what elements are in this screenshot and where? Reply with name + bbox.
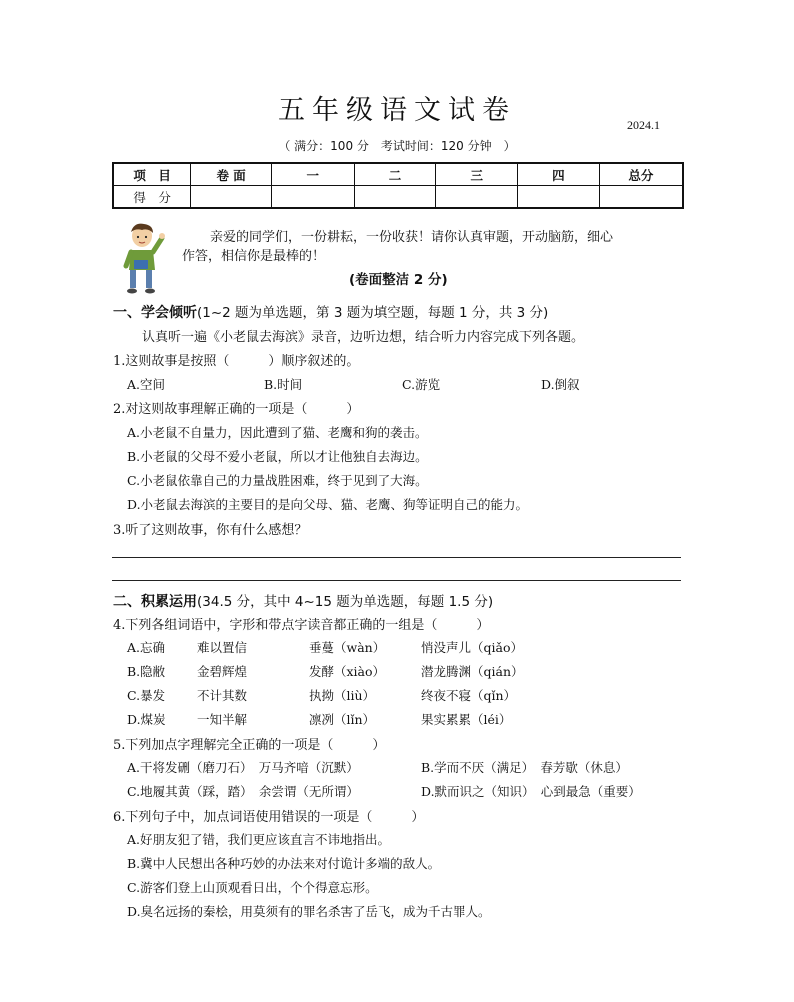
q4-option-b-word2: 金碧辉煌 xyxy=(197,664,248,679)
q4-option-a-word1[interactable]: A.忘确 xyxy=(127,640,166,655)
section-1-heading xyxy=(113,301,548,322)
intro-line-1: 亲爱的同学们，一份耕耘，一份收获！请你认真审题，开动脑筋，细心 xyxy=(210,230,614,245)
q4-option-d-word3: 凛冽（lǐn） xyxy=(309,712,376,727)
q5-option-a[interactable]: A.干将发硎（磨刀石） 万马齐喑（沉默） xyxy=(127,760,359,775)
section-1-desc: (1~2 题为单选题，第 3 题为填空题，每题 1 分，共 3 分) xyxy=(197,305,549,321)
q4-option-a-word3: 垂蔓（wàn） xyxy=(309,640,386,655)
q6-stem: 6.下列句子中，加点词语使用错误的一项是（ ） xyxy=(113,810,425,825)
score-row-label: 得 分 xyxy=(113,186,191,209)
q4-option-c-word4: 终夜不寝（qǐn） xyxy=(421,688,517,703)
q1-option-a[interactable]: A.空间 xyxy=(127,377,166,392)
score-table-header xyxy=(113,163,683,186)
score-cell[interactable] xyxy=(599,186,683,209)
score-cell[interactable] xyxy=(271,186,354,209)
q1-option-c[interactable]: C.游览 xyxy=(402,377,441,392)
q2-option-c[interactable]: C.小老鼠依靠自己的力量战胜困难，终于见到了大海。 xyxy=(127,473,428,488)
score-header-cell: 项 目 xyxy=(113,163,191,186)
q4-option-c-word3: 执拗（liù） xyxy=(309,688,376,703)
exam-title: 五年级语文试卷 xyxy=(278,95,516,126)
q4-option-b-word3: 发酵（xiào） xyxy=(309,664,386,679)
q3-stem: 3.听了这则故事，你有什么感想？ xyxy=(113,523,308,538)
section-2-title: 二、积累运用 xyxy=(113,594,197,610)
score-header-cell: 总分 xyxy=(599,163,683,186)
score-header-cell: 二 xyxy=(354,163,436,186)
q2-option-d[interactable]: D.小老鼠去海滨的主要目的是向父母、猫、老鹰、狗等证明自己的能力。 xyxy=(127,497,529,512)
score-header-cell: 四 xyxy=(518,163,600,186)
score-cell[interactable] xyxy=(518,186,600,209)
q6-option-b[interactable]: B.冀中人民想出各种巧妙的办法来对付诡计多端的敌人。 xyxy=(127,856,441,871)
q4-option-d-word1[interactable]: D.煤炭 xyxy=(127,712,166,727)
section-2-desc: (34.5 分，其中 4~15 题为单选题，每题 1.5 分) xyxy=(197,594,494,610)
q5-option-c[interactable]: C.地履其黄（踩，踏） 余尝谓（无所谓） xyxy=(127,784,359,799)
intro-line-2: 作答，相信你是最棒的！ xyxy=(182,249,326,264)
score-table xyxy=(112,162,684,209)
q4-option-a-word4: 悄没声儿（qiǎo） xyxy=(421,640,523,655)
section-2-heading xyxy=(113,590,493,611)
q4-option-d-word4: 果实累累（léi） xyxy=(421,712,512,727)
exam-date: 2024.1 xyxy=(627,118,660,132)
q3-answer-line-2[interactable] xyxy=(112,580,681,581)
exam-subtitle: （ 满分：100 分 考试时间：120 分钟 ） xyxy=(278,139,516,153)
q3-answer-line-1[interactable] xyxy=(112,557,681,558)
q1-stem: 1.这则故事是按照（ ）顺序叙述的。 xyxy=(113,354,360,369)
q4-option-c-word2: 不计其数 xyxy=(197,688,248,703)
q2-option-a[interactable]: A.小老鼠不自量力，因此遭到了猫、老鹰和狗的袭击。 xyxy=(127,425,428,440)
q4-option-b-word1[interactable]: B.隐敝 xyxy=(127,664,166,679)
q2-stem: 2.对这则故事理解正确的一项是（ ） xyxy=(113,402,360,417)
score-cell[interactable] xyxy=(354,186,436,209)
q4-stem: 4.下列各组词语中，字形和带点字读音都正确的一组是（ ） xyxy=(113,618,490,633)
q6-option-a[interactable]: A.好朋友犯了错，我们更应该直言不讳地指出。 xyxy=(127,832,391,847)
q4-option-a-word2: 难以置信 xyxy=(197,640,248,655)
q5-stem: 5.下列加点字理解完全正确的一项是（ ） xyxy=(113,738,386,753)
q5-option-b[interactable]: B.学而不厌（满足） 春芳歇（休息） xyxy=(421,760,628,775)
q6-option-c[interactable]: C.游客们登上山顶观看日出，个个得意忘形。 xyxy=(127,880,378,895)
section-1-title: 一、学会倾听 xyxy=(113,305,197,321)
score-cell[interactable] xyxy=(436,186,518,209)
q1-option-d[interactable]: D.倒叙 xyxy=(541,377,580,392)
section-1-instruction: 认真听一遍《小老鼠去海滨》录音，边听边想，结合听力内容完成下列各题。 xyxy=(142,330,585,345)
q4-option-d-word2: 一知半解 xyxy=(197,712,248,727)
q4-option-c-word1[interactable]: C.暴发 xyxy=(127,688,166,703)
q4-option-b-word4: 潜龙腾渊（qián） xyxy=(421,664,524,679)
score-header-cell: 卷 面 xyxy=(191,163,272,186)
neatness-score: (卷面整洁 2 分) xyxy=(349,272,448,288)
score-header-cell: 三 xyxy=(436,163,518,186)
q2-option-b[interactable]: B.小老鼠的父母不爱小老鼠，所以才让他独自去海边。 xyxy=(127,449,428,464)
q1-option-b[interactable]: B.时间 xyxy=(264,377,303,392)
score-table-row xyxy=(113,186,683,209)
score-cell[interactable] xyxy=(191,186,272,209)
q6-option-d[interactable]: D.臭名远扬的秦桧，用莫须有的罪名杀害了岳飞，成为千古罪人。 xyxy=(127,904,491,919)
student-boy-illustration xyxy=(118,220,166,296)
score-header-cell: 一 xyxy=(271,163,354,186)
q5-option-d[interactable]: D.默而识之（知识） 心到最急（重要） xyxy=(421,784,641,799)
